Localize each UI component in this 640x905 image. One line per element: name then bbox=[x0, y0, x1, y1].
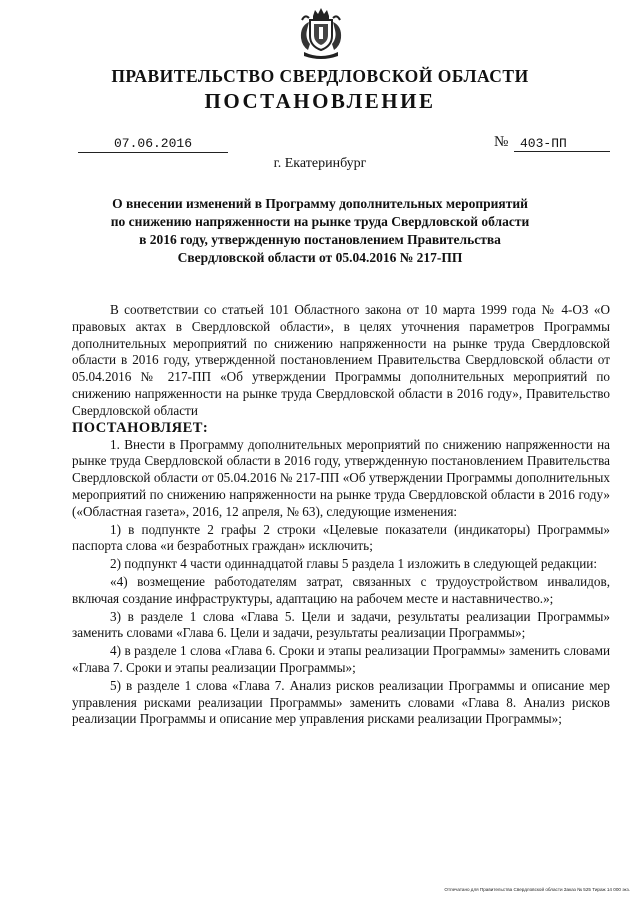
subject-line: в 2016 году, утвержденную постановлением Правительства bbox=[139, 232, 501, 247]
document-type: ПОСТАНОВЛЕНИЕ bbox=[204, 89, 436, 113]
number-label: № bbox=[494, 134, 509, 150]
body-paragraph: 4) в разделе 1 слова «Глава 6. Сроки и этапы реализации Программы» заменить словами «Глава 7. Сроки и этапы реализации Программы»; bbox=[72, 643, 610, 675]
preamble-paragraph: В соответствии со статьей 101 Областного закона от 10 марта 1999 года № 4-ОЗ «О правовых актах в Свердловской области», в целях уточнения параметров Программы дополнительных мероприятий по снижению напряженности на рынке труда Свердловской области в 2016 году, утвержденной постановлением Правительства Свердловской области от 05.04.2016 № 217-ПП «Об утверждении Программы дополнительных мероприятий по снижению напряженности на рынке труда Свердловской области в 2016 году», Правительство Свердловской области bbox=[72, 302, 610, 418]
decree-body bbox=[72, 302, 610, 728]
city: г. Екатеринбург bbox=[273, 156, 367, 171]
subject-line: Свердловской области от 05.04.2016 № 217-ПП bbox=[177, 250, 463, 265]
body-paragraph: 1) в подпункте 2 графы 2 строки «Целевые показатели (индикаторы) Программы» паспорта слова «и безработных граждан» исключить; bbox=[72, 521, 610, 554]
government-name: ПРАВИТЕЛЬСТВО СВЕРДЛОВСКОЙ ОБЛАСТИ bbox=[111, 66, 529, 86]
body-paragraph: 3) в разделе 1 слова «Глава 5. Цели и задачи, результаты реализации Программы» заменить словами «Глава 6. Цели и задачи, результаты реализации Программы»; bbox=[72, 608, 610, 641]
decree-date: 07.06.2016 bbox=[78, 136, 228, 153]
sverdlovsk-coat-of-arms-icon bbox=[296, 6, 346, 62]
print-footer: Отпечатано для Правительства Свердловской области Заказ № 525 Тираж 14 000 экз. bbox=[444, 887, 630, 892]
decree-subject bbox=[70, 195, 570, 267]
body-paragraph: 5) в разделе 1 слова «Глава 7. Анализ рисков реализации Программы и описание мер управления рисками реализации Программы» заменить словами «Глава 8. Анализ рисков реализации Программы и описание мер управления рисками реализации Программы»; bbox=[72, 677, 610, 727]
body-paragraph: 1. Внести в Программу дополнительных мероприятий по снижению напряженности на рынке труда Свердловской области в 2016 году, утвержденную постановлением Правительства Свердловской области от 05.04.2016 № 217-ПП «Об утверждении Программы дополнительных мероприятий по снижению напряженности на рынке труда Свердловской области в 2016 году» («Областная газета», 2016, 12 апреля, № 63), следующие изменения: bbox=[72, 436, 610, 519]
body-paragraph: «4) возмещение работодателям затрат, связанных с трудоустройством инвалидов, включая создание инфраструктуры, адаптацию на рабочем месте и наставничество.»; bbox=[72, 573, 610, 606]
body-paragraph: 2) подпункт 4 части одиннадцатой главы 5 раздела 1 изложить в следующей редакции: bbox=[110, 556, 598, 572]
subject-line: по снижению напряженности на рынке труда Свердловской области bbox=[110, 214, 530, 229]
decree-number: 403-ПП bbox=[514, 136, 610, 152]
subject-line: О внесении изменений в Программу дополнительных мероприятий bbox=[112, 196, 528, 211]
resolves-heading: ПОСТАНОВЛЯЕТ: bbox=[72, 419, 209, 436]
